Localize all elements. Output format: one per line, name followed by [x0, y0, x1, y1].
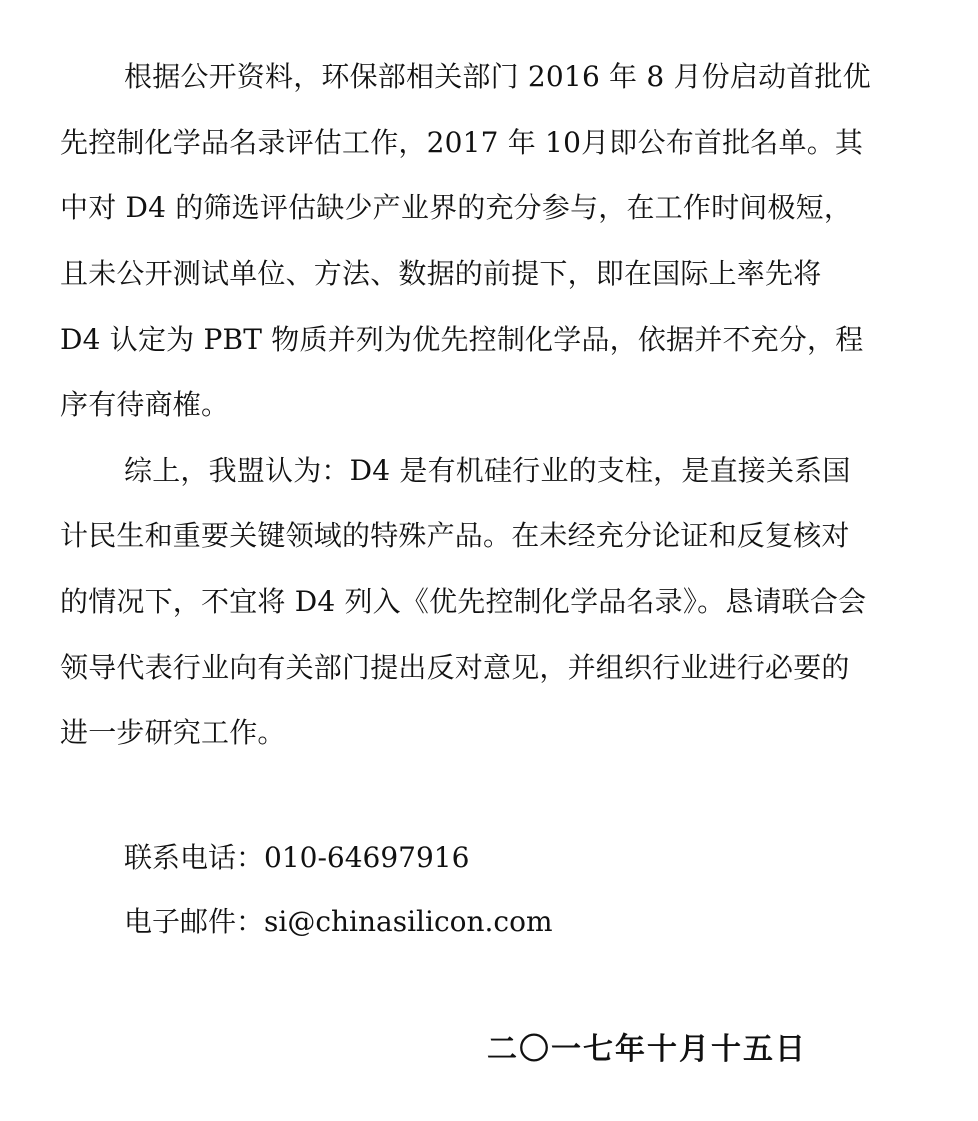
paragraph-2-line-1: 综上，我盟认为：D4 是有机硅行业的支柱，是直接关系国 [124, 454, 851, 487]
paragraph-2-line-5: 进一步研究工作。 [60, 716, 286, 749]
paragraph-1-line-5: D4 认定为 PBT 物质并列为优先控制化学品，依据并不充分，程 [60, 323, 864, 356]
paragraph-1-line-2: 先控制化学品名录评估工作，2017 年 10月即公布首批名单。其 [60, 126, 864, 159]
paragraph-1-line-1: 根据公开资料，环保部相关部门 2016 年 8 月份启动首批优 [124, 60, 871, 93]
paragraph-2-line-2: 计民生和重要关键领域的特殊产品。在未经充分论证和反复核对 [60, 519, 850, 552]
contact-phone: 联系电话：010-64697916 [124, 841, 470, 874]
paragraph-2-line-4: 领导代表行业向有关部门提出反对意见，并组织行业进行必要的 [60, 651, 850, 684]
document-date: 二〇一七年十月十五日 [487, 1032, 807, 1067]
paragraph-2-line-3: 的情况下，不宜将 D4 列入《优先控制化学品名录》。恳请联合会 [60, 585, 867, 618]
paragraph-1-line-3: 中对 D4 的筛选评估缺少产业界的充分参与，在工作时间极短， [60, 191, 853, 224]
paragraph-1-line-6: 序有待商榷。 [60, 388, 230, 421]
contact-email: 电子邮件：si@chinasilicon.com [124, 905, 553, 938]
paragraph-1-line-4: 且未公开测试单位、方法、数据的前提下，即在国际上率先将 [60, 257, 822, 290]
